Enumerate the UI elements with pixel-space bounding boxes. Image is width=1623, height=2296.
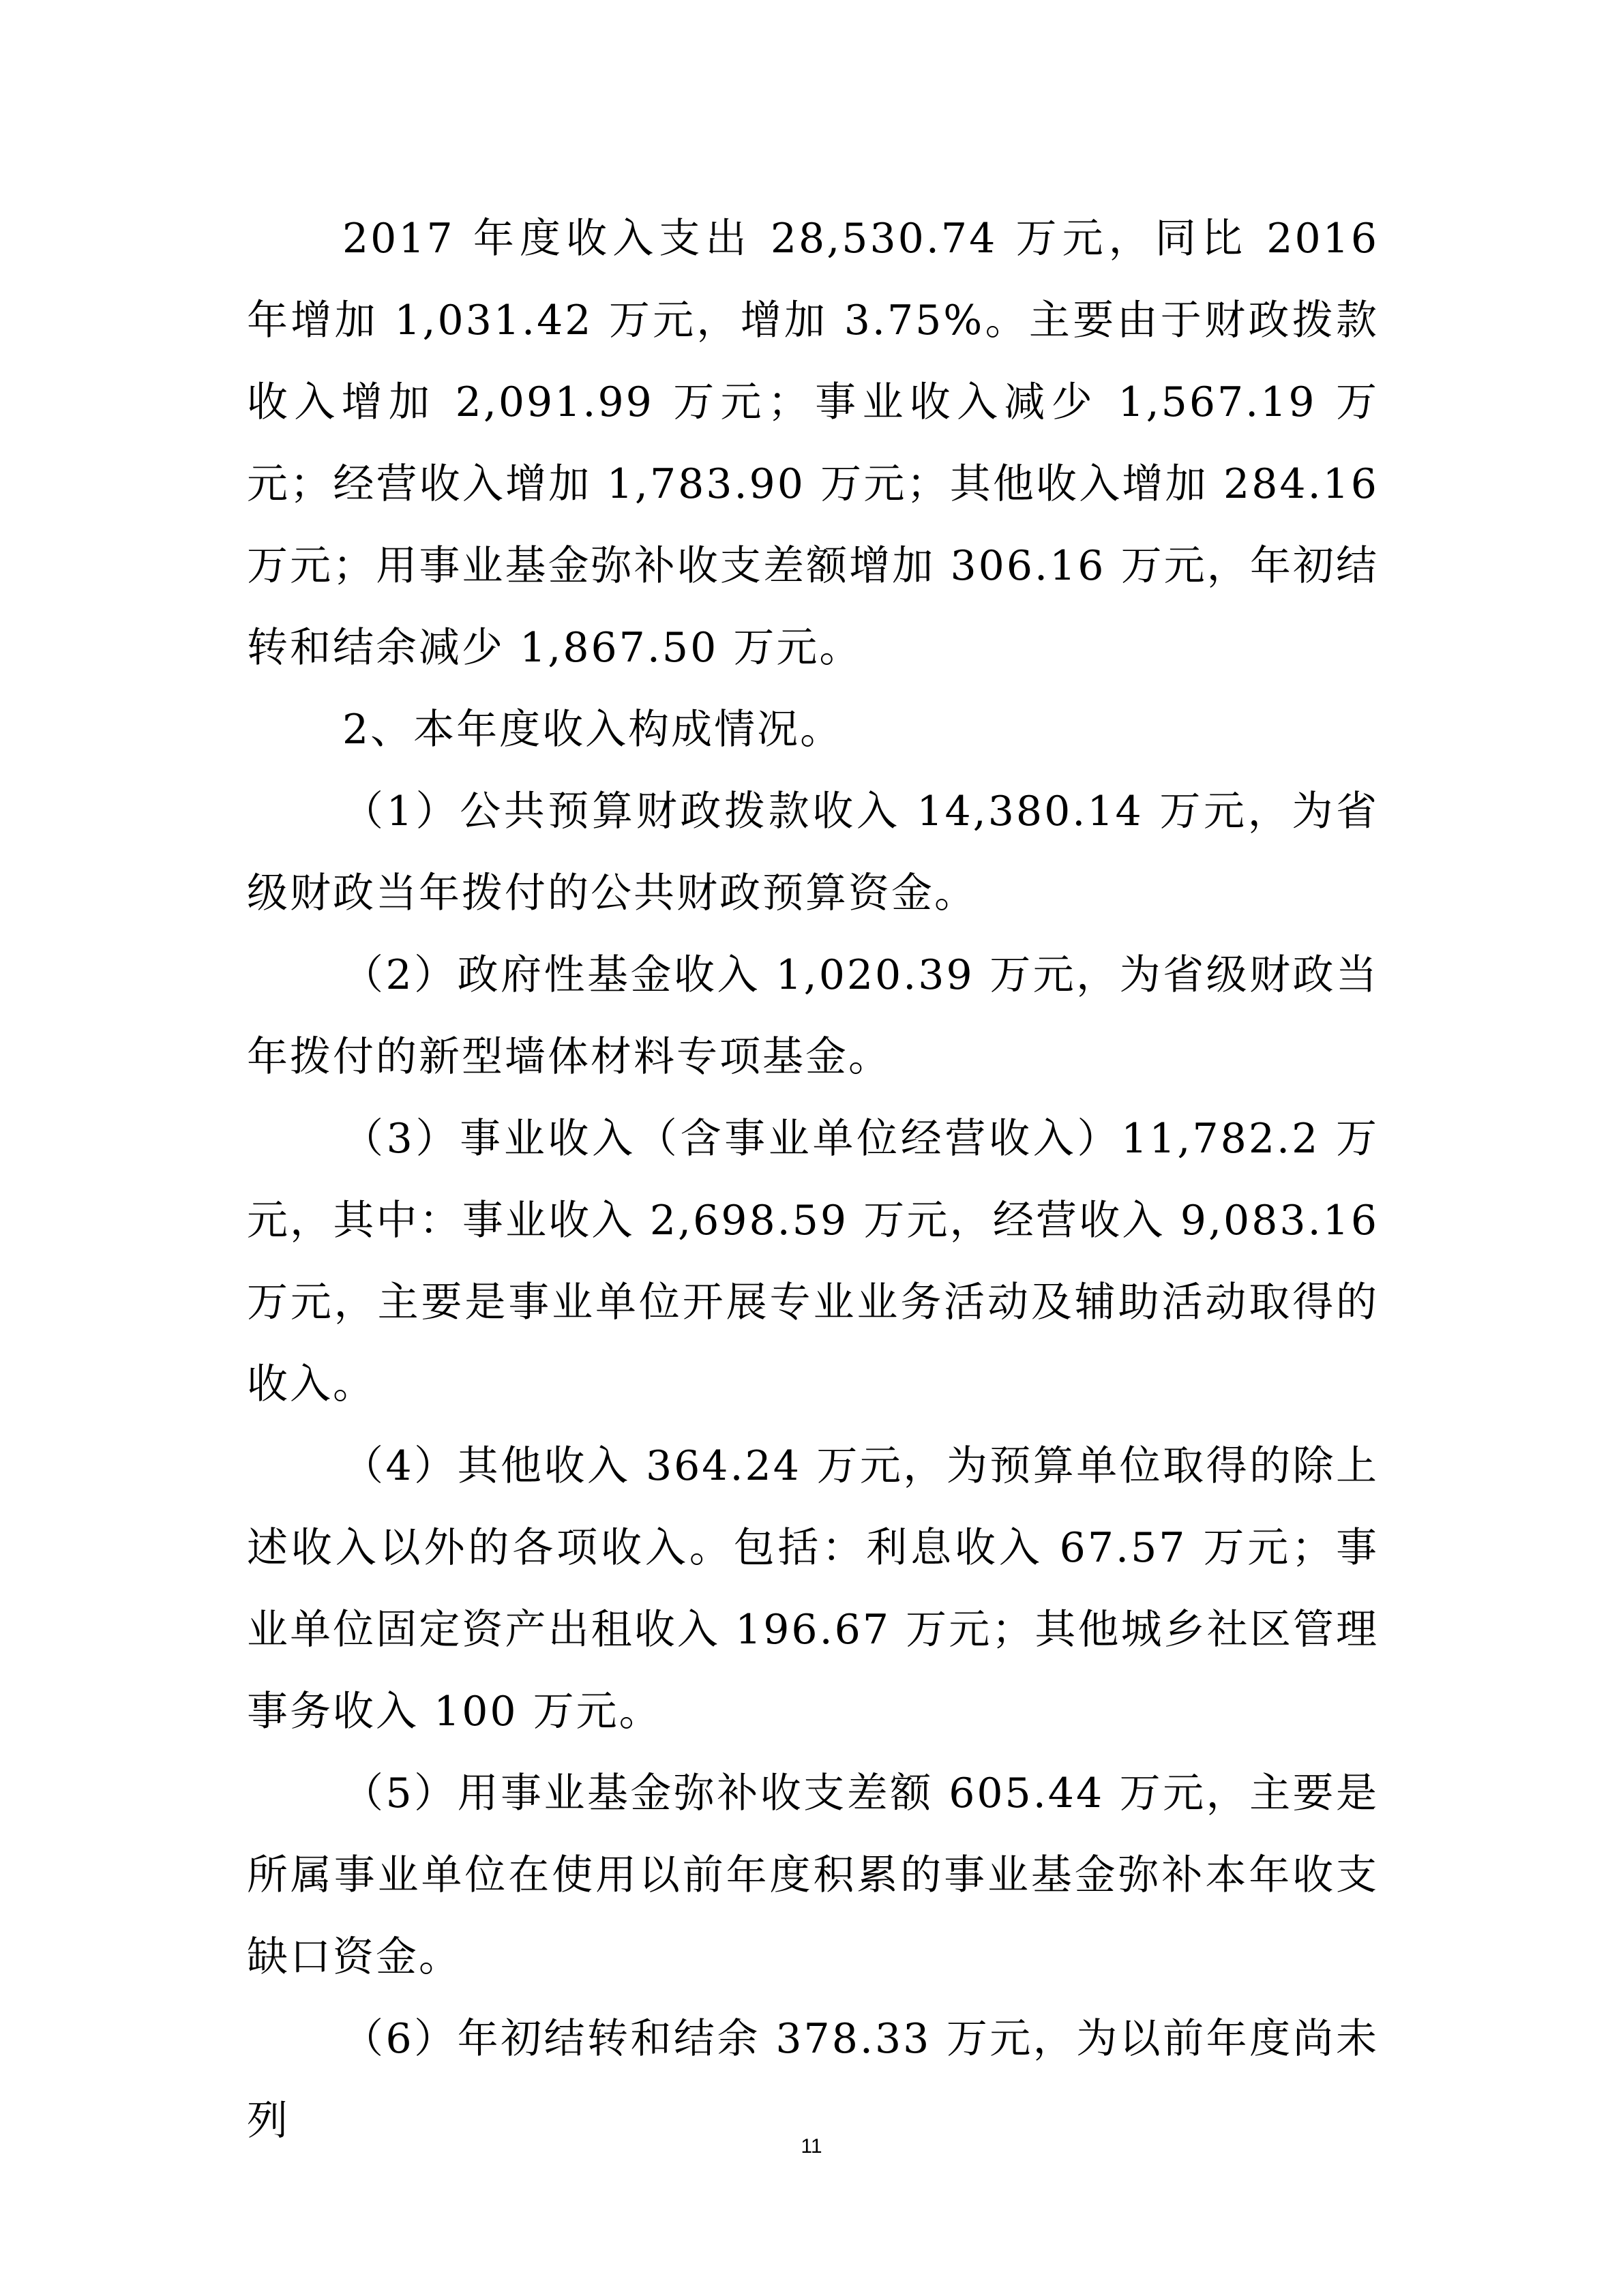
paragraph-carryover-balance: （6）年初结转和结余 378.33 万元，为以前年度尚未列 (247, 2015, 1379, 2145)
paragraph-government-fund-income: （2）政府性基金收入 1,020.39 万元，为省级财政当年拨付的新型墙体材料专项基金。 (247, 951, 1379, 1081)
paragraph-business-fund-offset: （5）用事业基金弥补收支差额 605.44 万元，主要是所属事业单位在使用以前年度积累的事业基金弥补本年收支缺口资金。 (247, 1770, 1379, 1981)
body-text (247, 198, 1379, 2162)
paragraph-other-income: （4）其他收入 364.24 万元，为预算单位取得的除上述收入以外的各项收入。包括：利息收入 67.57 万元；事业单位固定资产出租收入 196.67 万元；其他城乡社区管理事务收入 100 万元。 (247, 1442, 1379, 1735)
paragraph-business-income: （3）事业收入（含事业单位经营收入）11,782.2 万元，其中：事业收入 2,698.59 万元，经营收入 9,083.16 万元，主要是事业单位开展专业业务活动及辅助活动取得的收入。 (247, 1115, 1379, 1408)
paragraph-public-budget-income: （1）公共预算财政拨款收入 14,380.14 万元，为省级财政当年拨付的公共财政预算资金。 (247, 788, 1379, 917)
paragraph-income-summary: 2017 年度收入支出 28,530.74 万元，同比 2016 年增加 1,031.42 万元，增加 3.75%。主要由于财政拨款收入增加 2,091.99 万元；事业收入减少 1,567.19 万元；经营收入增加 1,783.90 万元；其他收入增加 284.16 万元；用事业基金弥补收支差额增加 306.16 万元，年初结转和结余减少 1,867.50 万元。 (247, 215, 1379, 672)
page-number: 11 (801, 2135, 822, 2158)
paragraph-income-structure-heading: 2、本年度收入构成情况。 (342, 706, 844, 754)
